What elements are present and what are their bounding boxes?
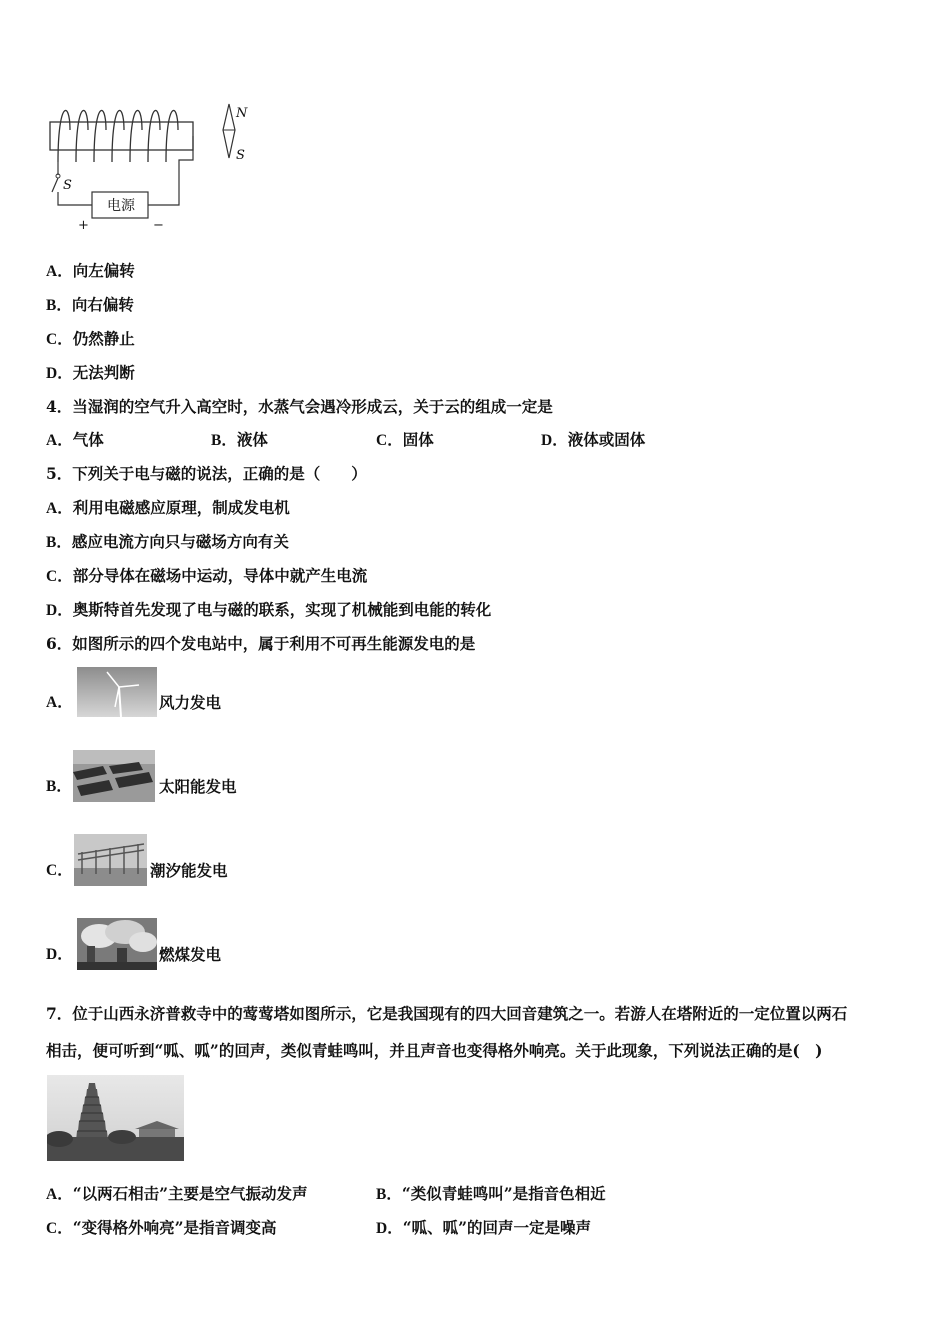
q5-option-b: B．感应电流方向只与磁场方向有关 bbox=[46, 532, 289, 551]
yingying-pagoda-photo bbox=[47, 1075, 184, 1161]
q5-option-d: D．奥斯特首先发现了电与磁的联系，实现了机械能到电能的转化 bbox=[46, 600, 492, 619]
minus-terminal-label: − bbox=[153, 218, 164, 233]
q3-option-a: A．向左偏转 bbox=[46, 261, 135, 280]
q7-option-b: B．“类似青蛙鸣叫”是指音色相近 bbox=[376, 1184, 606, 1203]
q6-stem: 6．如图所示的四个发电站中，属于利用不可再生能源发电的是 bbox=[46, 634, 476, 653]
solenoid-circuit-figure bbox=[44, 100, 264, 235]
q6-option-b-text: 太阳能发电 bbox=[159, 777, 237, 796]
q6-option-b-label: B． bbox=[46, 778, 72, 795]
power-supply-label: 电源 bbox=[107, 198, 135, 214]
q4-option-a: A．气体 bbox=[46, 430, 104, 449]
q6-option-c-label: C． bbox=[46, 862, 73, 879]
plus-terminal-label: + bbox=[78, 218, 89, 233]
q5-option-c: C．部分导体在磁场中运动，导体中就产生电流 bbox=[46, 566, 368, 585]
needle-south-label: S bbox=[236, 148, 245, 163]
q6-option-c-text: 潮汐能发电 bbox=[150, 861, 228, 880]
q4-option-c: C．固体 bbox=[376, 430, 434, 449]
q7-stem-line-1: 7．位于山西永济普救寺中的莺莺塔如图所示，它是我国现有的四大回音建筑之一。若游人在塔附近的一定位置以两石 bbox=[46, 1004, 848, 1023]
q7-stem-line-2: 相击，便可听到“呱、呱”的回声，类似青蛙鸣叫，并且声音也变得格外响亮。关于此现象，下列说法正确的是( ) bbox=[46, 1041, 823, 1060]
q4-option-b: B．液体 bbox=[211, 430, 268, 449]
q3-option-d: D．无法判断 bbox=[46, 363, 135, 382]
q7-option-c: C．“变得格外响亮”是指音调变高 bbox=[46, 1218, 277, 1237]
needle-north-label: N bbox=[236, 106, 248, 121]
wind-turbine-photo bbox=[77, 667, 157, 717]
tidal-station-photo bbox=[74, 834, 147, 886]
q6-option-d-label: D． bbox=[46, 946, 73, 963]
q6-option-a-text: 风力发电 bbox=[159, 693, 222, 712]
q4-option-d: D．液体或固体 bbox=[541, 430, 646, 449]
q4-stem: 4．当湿润的空气升入高空时，水蒸气会遇冷形成云，关于云的组成一定是 bbox=[46, 397, 553, 416]
q5-stem: 5．下列关于电与磁的说法，正确的是（ ） bbox=[46, 464, 367, 483]
switch-label: S bbox=[63, 178, 72, 193]
q6-option-a-label: A． bbox=[46, 694, 73, 711]
q5-option-a: A．利用电磁感应原理，制成发电机 bbox=[46, 498, 290, 517]
q7-option-d: D．“呱、呱”的回声一定是噪声 bbox=[376, 1218, 592, 1237]
q3-option-b: B．向右偏转 bbox=[46, 295, 134, 314]
q7-option-a: A．“以两石相击”主要是空气振动发声 bbox=[46, 1184, 308, 1203]
q6-option-d-text: 燃煤发电 bbox=[159, 945, 222, 964]
solar-panel-photo bbox=[73, 750, 155, 802]
coal-power-plant-photo bbox=[77, 918, 157, 970]
q3-option-c: C．仍然静止 bbox=[46, 329, 135, 348]
